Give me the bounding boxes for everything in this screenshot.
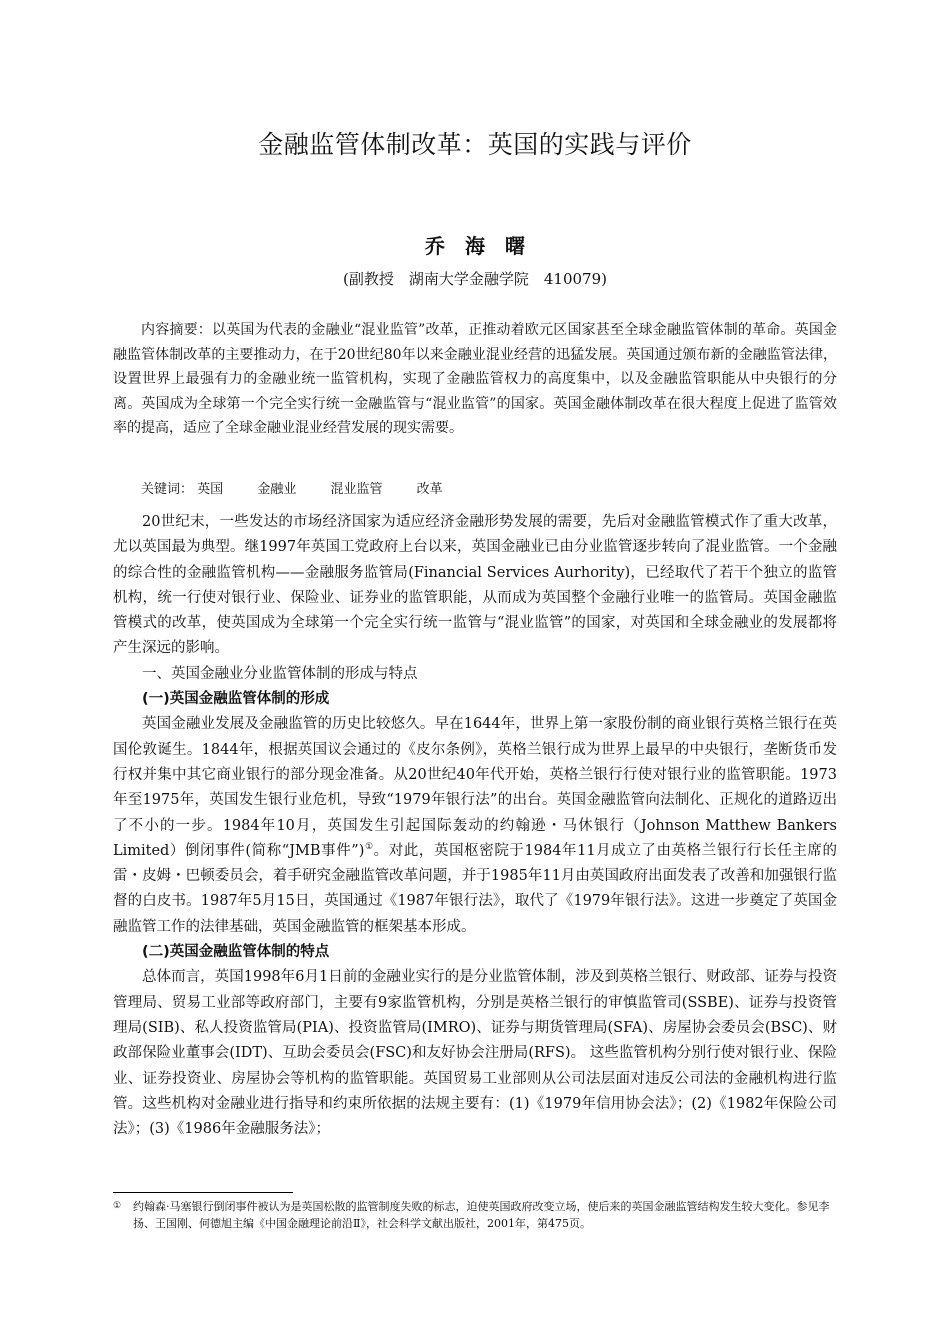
footnote-text: 约翰森·马塞银行倒闭事件被认为是英国松散的监管制度失败的标志，迫使英国政府改变立场，使后来的英国金融监管结构发生较大变化。参见李扬、王国刚、何德旭主编《中国金融理论前沿Ⅱ》，社会科学文献出版社，2001年，第475页。 <box>133 1200 830 1230</box>
body-paragraph <box>113 712 837 940</box>
keywords-label: 关键词： <box>141 482 194 497</box>
body-text <box>113 510 837 1142</box>
section-heading: 一、英国金融业分业监管体制的形成与特点 <box>142 665 418 682</box>
paper-title: 金融监管体制改革：英国的实践与评价 <box>258 130 692 159</box>
keywords <box>141 478 473 497</box>
body-paragraph: 总体而言，英国1998年6月1日前的金融业实行的是分业监管体制，涉及到英格兰银行、财政部、证券与投资管理局、贸易工业部等政府部门，主要有9家监管机构，分别是英格兰银行的审慎监管司(SSBE)、证券与投资管理局(SIB)、私人投资监管局(PIA)、投资监管局(IMRO)、证券与期货管理局(SFA)、房屋协会委员会(BSC)、财政部保险业董事会(IDT)、互助会委员会(FSC)和友好协会注册局(RFS)。 这些监管机构分别行使对银行业、保险业、证券投资业、房屋协会等机构的监管职能。英国贸易工业部则从公司法层面对违反公司法的金融机构进行监管。这些机构对金融业进行指导和约束所依据的法规主要有：(1)《1979年信用协会法》；(2)《1982年保险公司法》；(3)《1986年金融服务法》； <box>113 969 837 1138</box>
author-affiliation: (副教授 湖南大学金融学院 410079) <box>343 270 607 288</box>
subsection-heading: (一)英国金融监管体制的形成 <box>142 691 330 708</box>
keyword: 改革 <box>416 482 443 497</box>
keyword: 混业监管 <box>330 482 383 497</box>
footnote-mark: ① <box>113 1201 122 1211</box>
paragraph-text: 英国金融业发展及金融监管的历史比较悠久。早在1644年，世界上第一家股份制的商业银行英格兰银行在英国伦敦诞生。1844年，根据英国议会通过的《皮尔条例》，英格兰银行成为世界上最早的中央银行，垄断货币发行权并集中其它商业银行的部分现金准备。从20世纪40年代开始，英格兰银行行使对银行业的监管职能。1973年至1975年，英国发生银行业危机，导致“1979年银行法”的出台。英国金融监管向法制化、正规化的道路迈出了不小的一步。1984年10月，英国发生引起国际轰动的约翰逊・马休银行（Johnson Matthew Bankers Limited）倒闭事件(简称“JMB事件”) <box>113 716 837 859</box>
keyword: 英国 <box>197 482 224 497</box>
subsection-heading: (二)英国金融监管体制的特点 <box>142 944 330 961</box>
abstract <box>113 318 837 441</box>
paragraph-text: 。对此，英国枢密院于1984年11月成立了由英格兰银行行长任主席的雷・皮姆・巴顿委员会，着手研究金融监管改革问题，并于1985年11月由英国政府出面发表了改善和加强银行监督的白皮书。1987年5月15日，英国通过《1987年银行法》，取代了《1979年银行法》。这进一步奠定了英国金融监管工作的法律基础，英国金融监管的框架基本形成。 <box>113 842 837 935</box>
abstract-label: 内容摘要： <box>141 322 212 338</box>
abstract-text: 以英国为代表的金融业“混业监管”改革，正推动着欧元区国家甚至全球金融监管体制的革命。英国金融监管体制改革的主要推动力，在于20世纪80年以来金融业混业经营的迅猛发展。英国通过颁布新的金融监管法律，设置世界上最强有力的金融业统一监管机构，实现了金融监管权力的高度集中，以及金融监管职能从中央银行的分离。英国成为全球第一个完全实行统一金融监管与“混业监管”的国家。英国金融体制改革在很大程度上促进了监管效率的提高，适应了全球金融业混业经营发展的现实需要。 <box>113 322 838 437</box>
footnote <box>113 1198 837 1232</box>
footnote-divider <box>113 1192 293 1193</box>
footnote-reference[interactable]: ① <box>364 842 374 853</box>
keyword: 金融业 <box>257 482 297 497</box>
author-name: 乔海曙 <box>425 234 545 258</box>
intro-paragraph: 20世纪末，一些发达的市场经济国家为适应经济金融形势发展的需要，先后对金融监管模式作了重大改革，尤以英国最为典型。继1997年英国工党政府上台以来，英国金融业已由分业监管逐步转向了混业监管。一个金融的综合性的金融监管机构——金融服务监管局(Financial Services Aurhority)，已经取代了若干个独立的监管机构，统一行使对银行业、保险业、证券业的监管职能，从而成为英国整个金融行业唯一的监管局。英国金融监管模式的改革，使英国成为全球第一个完全实行统一监管与“混业监管”的国家，对英国和全球金融业的发展都将产生深远的影响。 <box>113 514 837 657</box>
